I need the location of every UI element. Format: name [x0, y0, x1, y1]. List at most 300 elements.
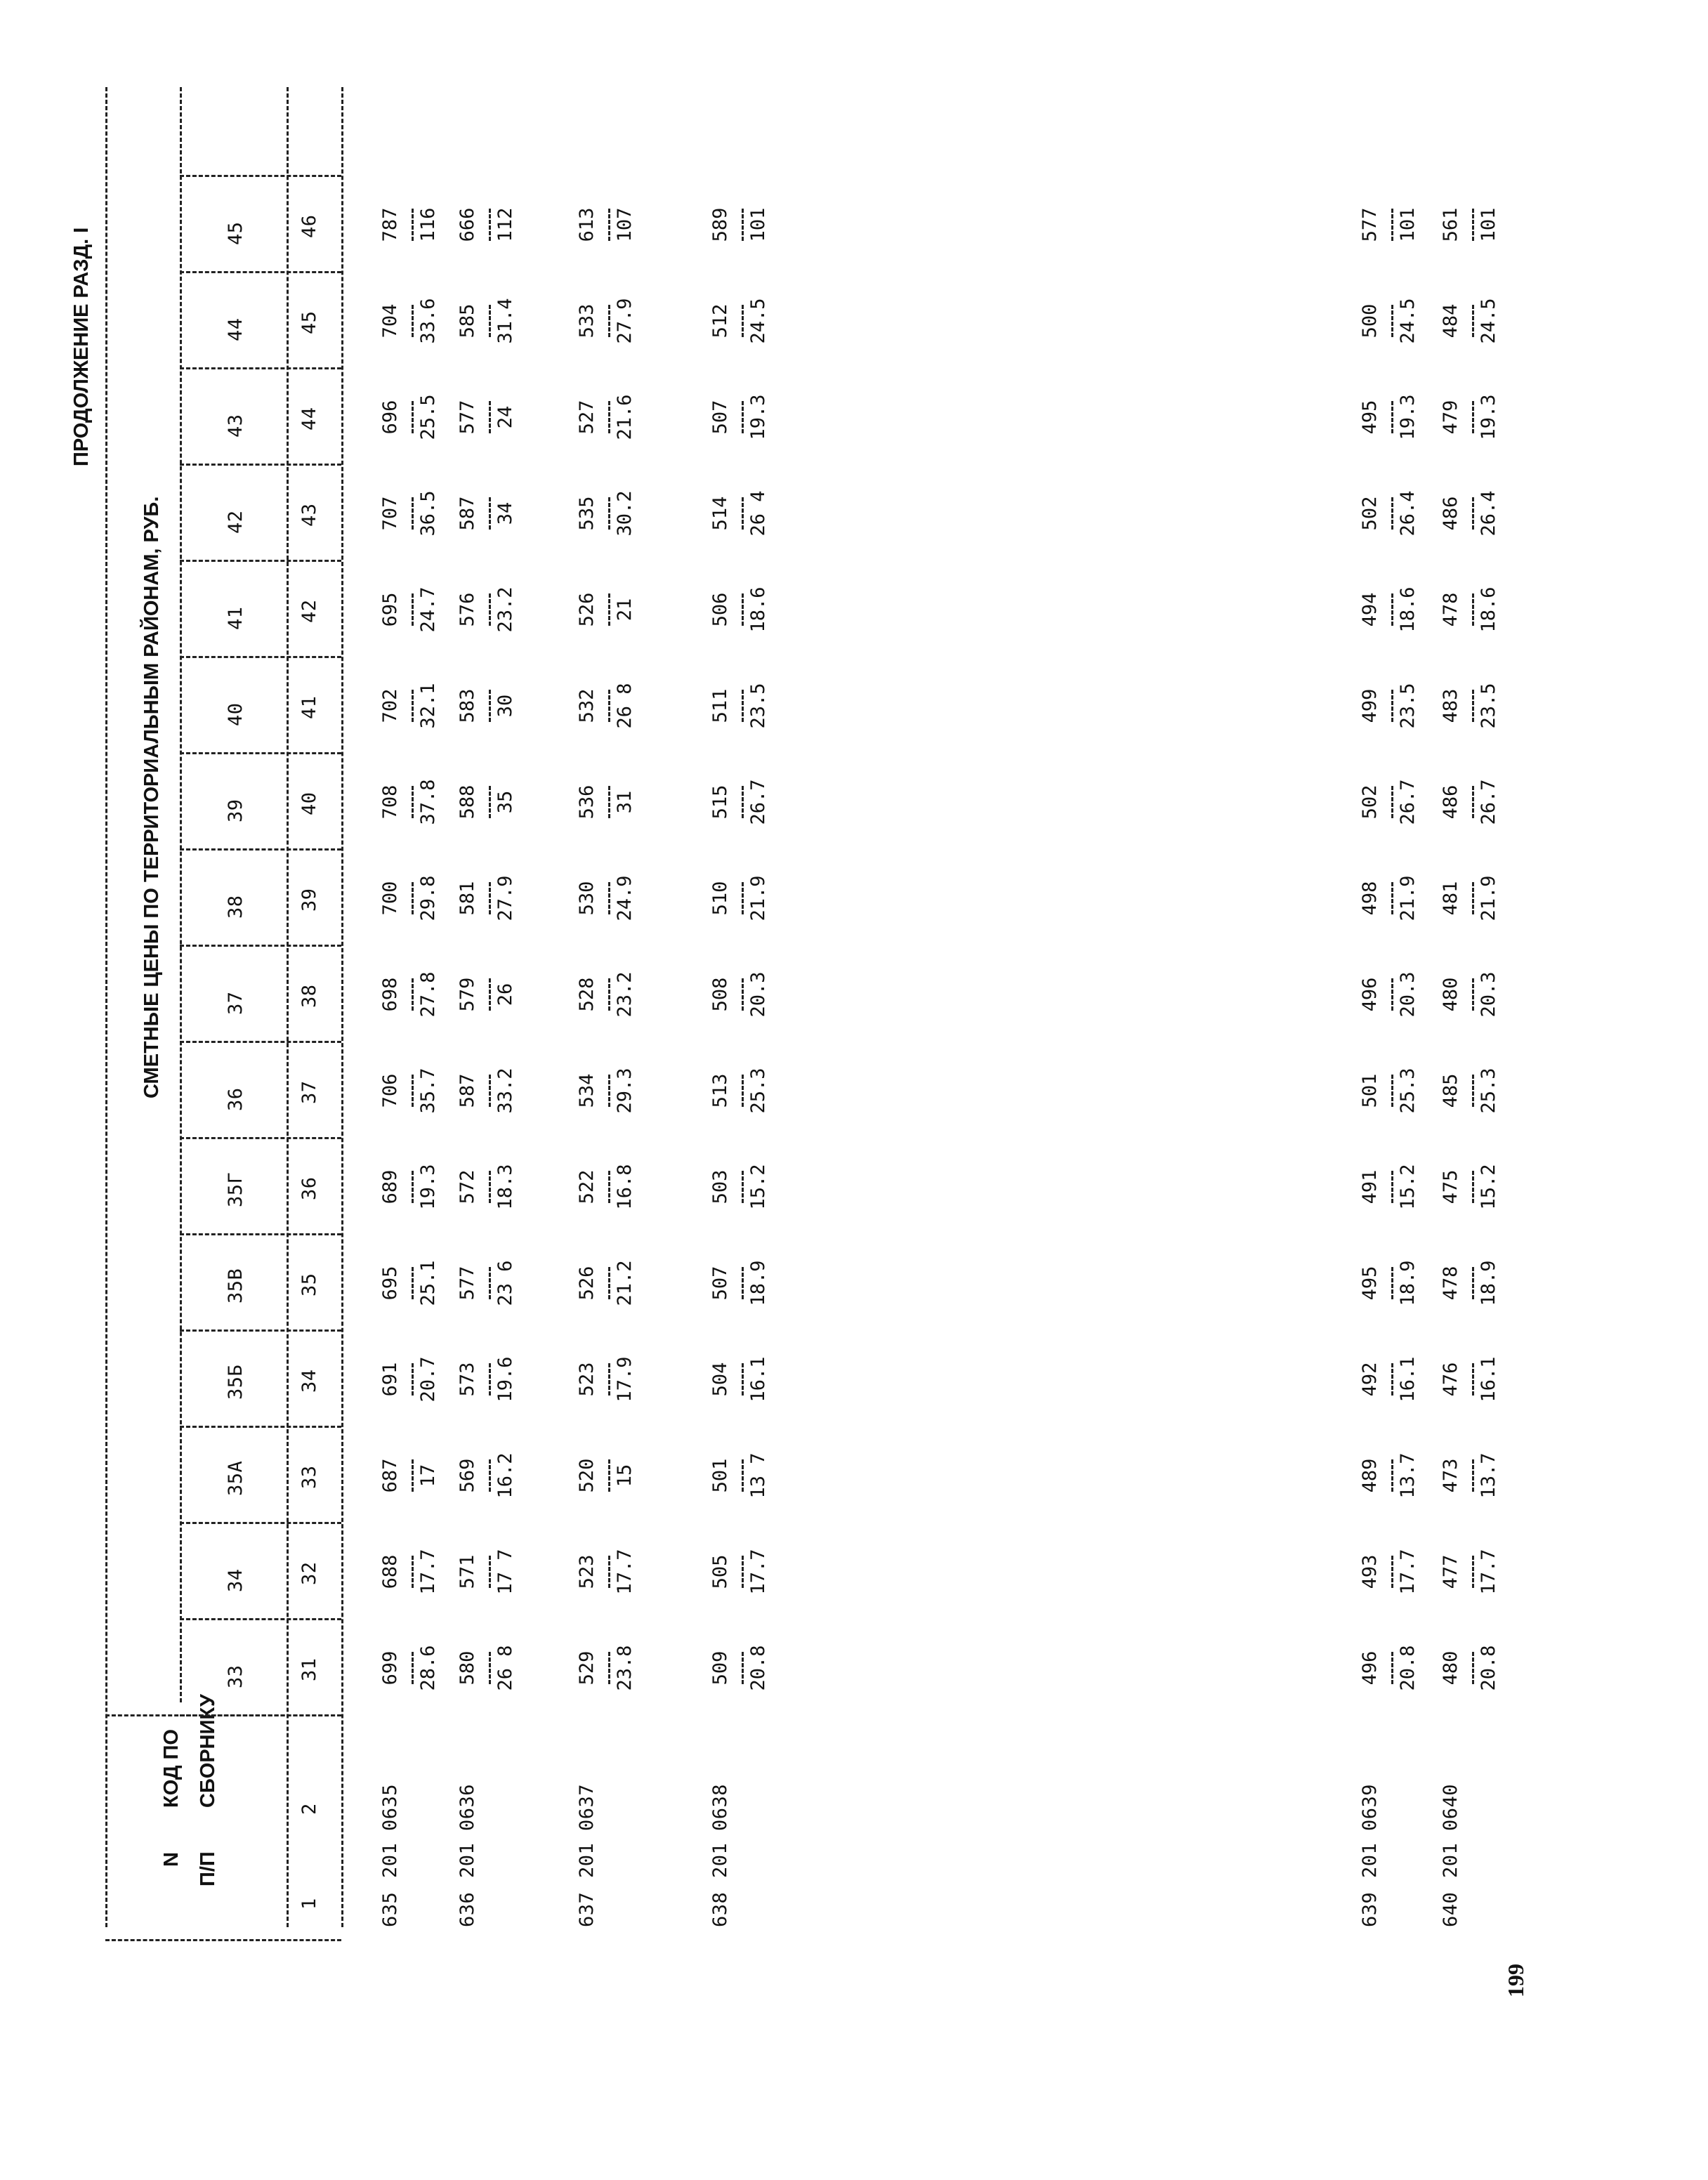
price-coefficient: 107: [614, 207, 636, 242]
price-value: 571: [456, 1554, 478, 1589]
price-value: 535: [576, 496, 598, 531]
region-col-sep: [180, 1426, 341, 1428]
region-col-sep: [180, 1137, 341, 1139]
price-coefficient: 20.8: [1397, 1645, 1419, 1691]
price-coefficient: 17.7: [1478, 1549, 1499, 1595]
price-value: 515: [709, 784, 731, 820]
price-coefficient: 31.4: [494, 298, 516, 344]
fraction-rule: [412, 1267, 414, 1299]
price-value: 530: [576, 881, 598, 916]
fraction-rule: [1472, 786, 1474, 818]
fraction-rule: [412, 1652, 414, 1684]
price-value: 503: [709, 1169, 731, 1204]
header-bottom-rule: [341, 87, 343, 1927]
price-value: 505: [709, 1554, 731, 1589]
price-value: 688: [379, 1554, 401, 1589]
price-coefficient: 25.3: [1478, 1068, 1499, 1114]
price-coefficient: 17.7: [417, 1549, 439, 1595]
fraction-rule: [1472, 1652, 1474, 1684]
price-coefficient: 26.7: [1478, 779, 1499, 825]
region-header-6: 35Г: [225, 1171, 247, 1207]
fraction-rule: [742, 1459, 744, 1492]
price-coefficient: 24: [494, 405, 516, 429]
column-number-3: 31: [298, 1657, 320, 1681]
fraction-rule: [608, 209, 610, 241]
fraction-rule: [489, 1267, 491, 1299]
region-header-1: 33: [225, 1664, 247, 1688]
price-value: 502: [1359, 784, 1381, 820]
region-col-sep: [180, 945, 341, 947]
price-value: 587: [456, 496, 478, 531]
fraction-rule: [608, 497, 610, 530]
price-coefficient: 29.3: [614, 1068, 636, 1114]
fraction-rule: [608, 1075, 610, 1107]
price-value: 500: [1359, 303, 1381, 339]
price-value: 508: [709, 977, 731, 1012]
region-col-sep: [180, 464, 341, 466]
fraction-rule: [1391, 1652, 1393, 1684]
fraction-rule: [412, 1075, 414, 1107]
fraction-rule: [742, 305, 744, 337]
fraction-rule: [412, 401, 414, 433]
region-header-16: 45: [225, 221, 247, 245]
region-col-sep: [180, 1329, 341, 1332]
fraction-rule: [742, 401, 744, 433]
fraction-rule: [1472, 1267, 1474, 1299]
price-coefficient: 25.1: [417, 1260, 439, 1306]
fraction-rule: [1391, 882, 1393, 914]
price-value: 536: [576, 784, 598, 820]
fraction-rule: [489, 690, 491, 722]
price-coefficient: 35.7: [417, 1068, 439, 1114]
price-value: 481: [1440, 881, 1461, 916]
fraction-rule: [1391, 1171, 1393, 1203]
price-coefficient: 17.7: [747, 1549, 769, 1595]
price-value: 585: [456, 303, 478, 339]
region-header-2: 34: [225, 1568, 247, 1592]
price-value: 666: [456, 207, 478, 242]
column-number-1: 1: [298, 1898, 320, 1910]
fraction-rule: [489, 593, 491, 626]
price-coefficient: 15: [614, 1464, 636, 1488]
price-value: 529: [576, 1650, 598, 1686]
price-value: 573: [456, 1362, 478, 1397]
price-coefficient: 33.2: [494, 1068, 516, 1114]
fraction-rule: [608, 1459, 610, 1492]
price-value: 511: [709, 688, 731, 723]
column-number-14: 42: [298, 599, 320, 623]
price-coefficient: 26.7: [1397, 779, 1419, 825]
fraction-rule: [742, 1171, 744, 1203]
region-col-sep: [180, 1233, 341, 1235]
fraction-rule: [742, 978, 744, 1011]
column-number-17: 45: [298, 310, 320, 334]
fraction-rule: [1391, 1267, 1393, 1299]
price-value: 498: [1359, 881, 1381, 916]
price-value: 700: [379, 881, 401, 916]
price-coefficient: 19.3: [1397, 394, 1419, 440]
row-number: 638: [709, 1891, 731, 1927]
fraction-rule: [412, 305, 414, 337]
price-coefficient: 16.1: [1478, 1356, 1499, 1403]
price-value: 581: [456, 881, 478, 916]
column-number-15: 43: [298, 503, 320, 527]
price-value: 520: [576, 1458, 598, 1493]
price-coefficient: 30: [494, 694, 516, 718]
fraction-rule: [608, 882, 610, 914]
price-coefficient: 26 8: [614, 683, 636, 729]
price-coefficient: 27.9: [494, 875, 516, 921]
region-header-4: 35Б: [225, 1364, 247, 1400]
price-value: 613: [576, 207, 598, 242]
fraction-rule: [1391, 593, 1393, 626]
price-coefficient: 23.2: [494, 586, 516, 633]
row-code: 201 0635: [379, 1783, 401, 1878]
column-number-4: 32: [298, 1561, 320, 1585]
price-value: 502: [1359, 496, 1381, 531]
fraction-rule: [1472, 497, 1474, 530]
price-value: 577: [1359, 207, 1381, 242]
region-col-sep-end: [180, 175, 341, 177]
price-coefficient: 116: [417, 207, 439, 242]
price-coefficient: 15.2: [747, 1164, 769, 1210]
row-code: 201 0640: [1440, 1783, 1461, 1878]
fraction-rule: [1391, 786, 1393, 818]
row-code: 201 0637: [576, 1783, 598, 1878]
price-value: 695: [379, 1266, 401, 1301]
region-header-12: 41: [225, 606, 247, 630]
fraction-rule: [1472, 401, 1474, 433]
row-code: 201 0636: [456, 1783, 478, 1878]
price-coefficient: 19.6: [494, 1356, 516, 1403]
price-value: 486: [1440, 496, 1461, 531]
price-coefficient: 15.2: [1478, 1164, 1499, 1210]
fraction-rule: [412, 1363, 414, 1396]
column-number-9: 37: [298, 1080, 320, 1104]
fraction-rule: [489, 1556, 491, 1588]
price-coefficient: 20.8: [1478, 1645, 1499, 1691]
fraction-rule: [1391, 401, 1393, 433]
fraction-rule: [412, 1459, 414, 1492]
fraction-rule: [1391, 978, 1393, 1011]
price-value: 484: [1440, 303, 1461, 339]
prices-title: СМЕТНЫЕ ЦЕНЫ ПО ТЕРРИТОРИАЛЬНЫМ РАЙОНАМ, РУБ.: [140, 496, 163, 1098]
price-value: 491: [1359, 1169, 1381, 1204]
price-value: 528: [576, 977, 598, 1012]
price-value: 691: [379, 1362, 401, 1397]
table-top-rule: [105, 87, 107, 1927]
price-value: 588: [456, 784, 478, 820]
region-header-11: 40: [225, 702, 247, 726]
price-value: 492: [1359, 1362, 1381, 1397]
price-value: 480: [1440, 977, 1461, 1012]
price-value: 483: [1440, 688, 1461, 723]
price-value: 706: [379, 1073, 401, 1108]
price-value: 572: [456, 1169, 478, 1204]
price-value: 493: [1359, 1554, 1381, 1589]
price-value: 587: [456, 1073, 478, 1108]
price-value: 533: [576, 303, 598, 339]
price-coefficient: 26.7: [747, 779, 769, 825]
price-value: 480: [1440, 1650, 1461, 1686]
region-col-sep: [180, 848, 341, 851]
row-number: 635: [379, 1891, 401, 1927]
fraction-rule: [489, 497, 491, 530]
fraction-rule: [489, 1459, 491, 1492]
region-col-sep: [180, 1714, 341, 1716]
region-header-8: 37: [225, 991, 247, 1015]
fraction-rule: [608, 786, 610, 818]
price-value: 476: [1440, 1362, 1461, 1397]
fraction-rule: [608, 1652, 610, 1684]
price-value: 486: [1440, 784, 1461, 820]
fraction-rule: [412, 690, 414, 722]
price-value: 526: [576, 592, 598, 627]
price-coefficient: 23.5: [1397, 683, 1419, 729]
column-number-6: 34: [298, 1369, 320, 1393]
fraction-rule: [489, 1075, 491, 1107]
price-value: 702: [379, 688, 401, 723]
price-coefficient: 17.7: [1397, 1549, 1419, 1595]
price-coefficient: 17.9: [614, 1356, 636, 1403]
price-coefficient: 21.6: [614, 394, 636, 440]
price-coefficient: 23.5: [1478, 683, 1499, 729]
price-value: 580: [456, 1650, 478, 1686]
fraction-rule: [1472, 593, 1474, 626]
fraction-rule: [1391, 209, 1393, 241]
price-value: 699: [379, 1650, 401, 1686]
price-coefficient: 20.3: [747, 971, 769, 1018]
price-value: 513: [709, 1073, 731, 1108]
fraction-rule: [742, 593, 744, 626]
fraction-rule: [412, 209, 414, 241]
price-value: 478: [1440, 592, 1461, 627]
fraction-rule: [489, 882, 491, 914]
price-coefficient: 23.2: [614, 971, 636, 1018]
price-coefficient: 13.7: [1397, 1452, 1419, 1499]
price-value: 698: [379, 977, 401, 1012]
region-col-sep: [180, 367, 341, 369]
region-header-10: 39: [225, 799, 247, 822]
price-coefficient: 19.3: [747, 394, 769, 440]
fraction-rule: [608, 1171, 610, 1203]
price-value: 475: [1440, 1169, 1461, 1204]
region-header-15: 44: [225, 317, 247, 341]
price-coefficient: 101: [1478, 207, 1499, 242]
column-number-rule: [287, 87, 289, 1927]
price-coefficient: 37.8: [417, 779, 439, 825]
price-value: 526: [576, 1266, 598, 1301]
fraction-rule: [1472, 1556, 1474, 1588]
price-coefficient: 101: [1397, 207, 1419, 242]
price-coefficient: 23.5: [747, 683, 769, 729]
fraction-rule: [1472, 305, 1474, 337]
region-col-sep: [180, 1522, 341, 1524]
price-value: 579: [456, 977, 478, 1012]
price-value: 499: [1359, 688, 1381, 723]
row-number: 640: [1440, 1891, 1461, 1927]
fraction-rule: [1472, 1459, 1474, 1492]
price-coefficient: 18.6: [747, 586, 769, 633]
price-value: 704: [379, 303, 401, 339]
price-coefficient: 25.3: [1397, 1068, 1419, 1114]
fraction-rule: [1391, 497, 1393, 530]
price-coefficient: 24.5: [1397, 298, 1419, 344]
price-value: 501: [709, 1458, 731, 1493]
region-header-5: 35В: [225, 1268, 247, 1304]
price-value: 504: [709, 1362, 731, 1397]
price-coefficient: 16.1: [1397, 1356, 1419, 1403]
fraction-rule: [608, 1267, 610, 1299]
fraction-rule: [1391, 690, 1393, 722]
fraction-rule: [608, 1556, 610, 1588]
fraction-rule: [1472, 1075, 1474, 1107]
price-coefficient: 26 4: [747, 490, 769, 537]
price-value: 506: [709, 592, 731, 627]
price-value: 522: [576, 1169, 598, 1204]
column-number-16: 44: [298, 407, 320, 431]
prices-title-rule: [180, 87, 182, 1702]
column-number-13: 41: [298, 695, 320, 719]
price-coefficient: 21.9: [1397, 875, 1419, 921]
region-col-sep: [180, 1618, 341, 1620]
fraction-rule: [1472, 209, 1474, 241]
row-number: 637: [576, 1891, 598, 1927]
fraction-rule: [742, 690, 744, 722]
price-coefficient: 20.8: [747, 1645, 769, 1691]
price-value: 569: [456, 1458, 478, 1493]
price-coefficient: 27.8: [417, 971, 439, 1018]
price-value: 495: [1359, 1266, 1381, 1301]
price-coefficient: 23 6: [494, 1260, 516, 1306]
price-coefficient: 26.4: [1478, 490, 1499, 537]
price-coefficient: 18.9: [747, 1260, 769, 1306]
fraction-rule: [489, 1171, 491, 1203]
price-value: 561: [1440, 207, 1461, 242]
fraction-rule: [742, 1267, 744, 1299]
price-coefficient: 13.7: [1478, 1452, 1499, 1499]
price-value: 477: [1440, 1554, 1461, 1589]
fraction-rule: [608, 305, 610, 337]
price-value: 577: [456, 1266, 478, 1301]
price-coefficient: 25.3: [747, 1068, 769, 1114]
price-coefficient: 101: [747, 207, 769, 242]
price-value: 496: [1359, 1650, 1381, 1686]
price-coefficient: 13 7: [747, 1452, 769, 1499]
fraction-rule: [742, 882, 744, 914]
row-number: 636: [456, 1891, 478, 1927]
price-coefficient: 112: [494, 207, 516, 242]
column-number-5: 33: [298, 1465, 320, 1489]
price-value: 589: [709, 207, 731, 242]
code-header-line1: КОД ПО: [160, 1729, 183, 1808]
region-col-sep: [180, 560, 341, 562]
fraction-rule: [1472, 1171, 1474, 1203]
price-value: 496: [1359, 977, 1381, 1012]
price-coefficient: 21.9: [1478, 875, 1499, 921]
column-number-2: 2: [298, 1803, 320, 1815]
price-value: 510: [709, 881, 731, 916]
price-coefficient: 34: [494, 501, 516, 525]
price-coefficient: 30.2: [614, 490, 636, 537]
price-coefficient: 16.2: [494, 1452, 516, 1499]
fraction-rule: [608, 690, 610, 722]
fraction-rule: [489, 209, 491, 241]
price-value: 689: [379, 1169, 401, 1204]
region-col-sep: [180, 271, 341, 273]
price-coefficient: 21.2: [614, 1260, 636, 1306]
price-coefficient: 19.3: [417, 1164, 439, 1210]
num-col-sep: [105, 1939, 341, 1941]
fraction-rule: [489, 1652, 491, 1684]
fraction-rule: [1472, 690, 1474, 722]
price-value: 495: [1359, 400, 1381, 435]
price-coefficient: 18.9: [1478, 1260, 1499, 1306]
region-col-sep: [180, 752, 341, 754]
fraction-rule: [412, 1171, 414, 1203]
price-coefficient: 36.5: [417, 490, 439, 537]
price-coefficient: 26 8: [494, 1645, 516, 1691]
price-value: 507: [709, 1266, 731, 1301]
num-header-pp: П/П: [197, 1851, 219, 1886]
price-coefficient: 19.3: [1478, 394, 1499, 440]
price-coefficient: 26: [494, 983, 516, 1006]
region-col-sep: [180, 656, 341, 658]
code-header-line2: СБОРНИКУ: [197, 1694, 219, 1808]
fraction-rule: [608, 593, 610, 626]
price-value: 708: [379, 784, 401, 820]
price-coefficient: 18.3: [494, 1164, 516, 1210]
price-value: 509: [709, 1650, 731, 1686]
price-coefficient: 20.7: [417, 1356, 439, 1403]
price-coefficient: 16.1: [747, 1356, 769, 1403]
price-coefficient: 33.6: [417, 298, 439, 344]
fraction-rule: [489, 1363, 491, 1396]
price-value: 707: [379, 496, 401, 531]
price-coefficient: 17: [417, 1464, 439, 1488]
region-header-7: 36: [225, 1087, 247, 1111]
fraction-rule: [1391, 1459, 1393, 1492]
price-value: 583: [456, 688, 478, 723]
price-value: 485: [1440, 1073, 1461, 1108]
fraction-rule: [742, 1556, 744, 1588]
price-coefficient: 29.8: [417, 875, 439, 921]
price-coefficient: 20.3: [1478, 971, 1499, 1018]
fraction-rule: [1472, 882, 1474, 914]
fraction-rule: [742, 1075, 744, 1107]
fraction-rule: [489, 305, 491, 337]
price-coefficient: 18.6: [1478, 586, 1499, 633]
fraction-rule: [742, 497, 744, 530]
price-coefficient: 20.3: [1397, 971, 1419, 1018]
fraction-rule: [412, 786, 414, 818]
fraction-rule: [412, 1556, 414, 1588]
price-coefficient: 26.4: [1397, 490, 1419, 537]
column-number-10: 38: [298, 984, 320, 1008]
price-coefficient: 18.9: [1397, 1260, 1419, 1306]
region-header-3: 35А: [225, 1460, 247, 1496]
price-coefficient: 16.8: [614, 1164, 636, 1210]
price-coefficient: 17 7: [494, 1549, 516, 1595]
price-coefficient: 23.8: [614, 1645, 636, 1691]
row-code: 201 0639: [1359, 1783, 1381, 1878]
price-value: 514: [709, 496, 731, 531]
fraction-rule: [412, 593, 414, 626]
price-value: 478: [1440, 1266, 1461, 1301]
price-value: 534: [576, 1073, 598, 1108]
fraction-rule: [742, 1363, 744, 1396]
column-number-8: 36: [298, 1176, 320, 1200]
